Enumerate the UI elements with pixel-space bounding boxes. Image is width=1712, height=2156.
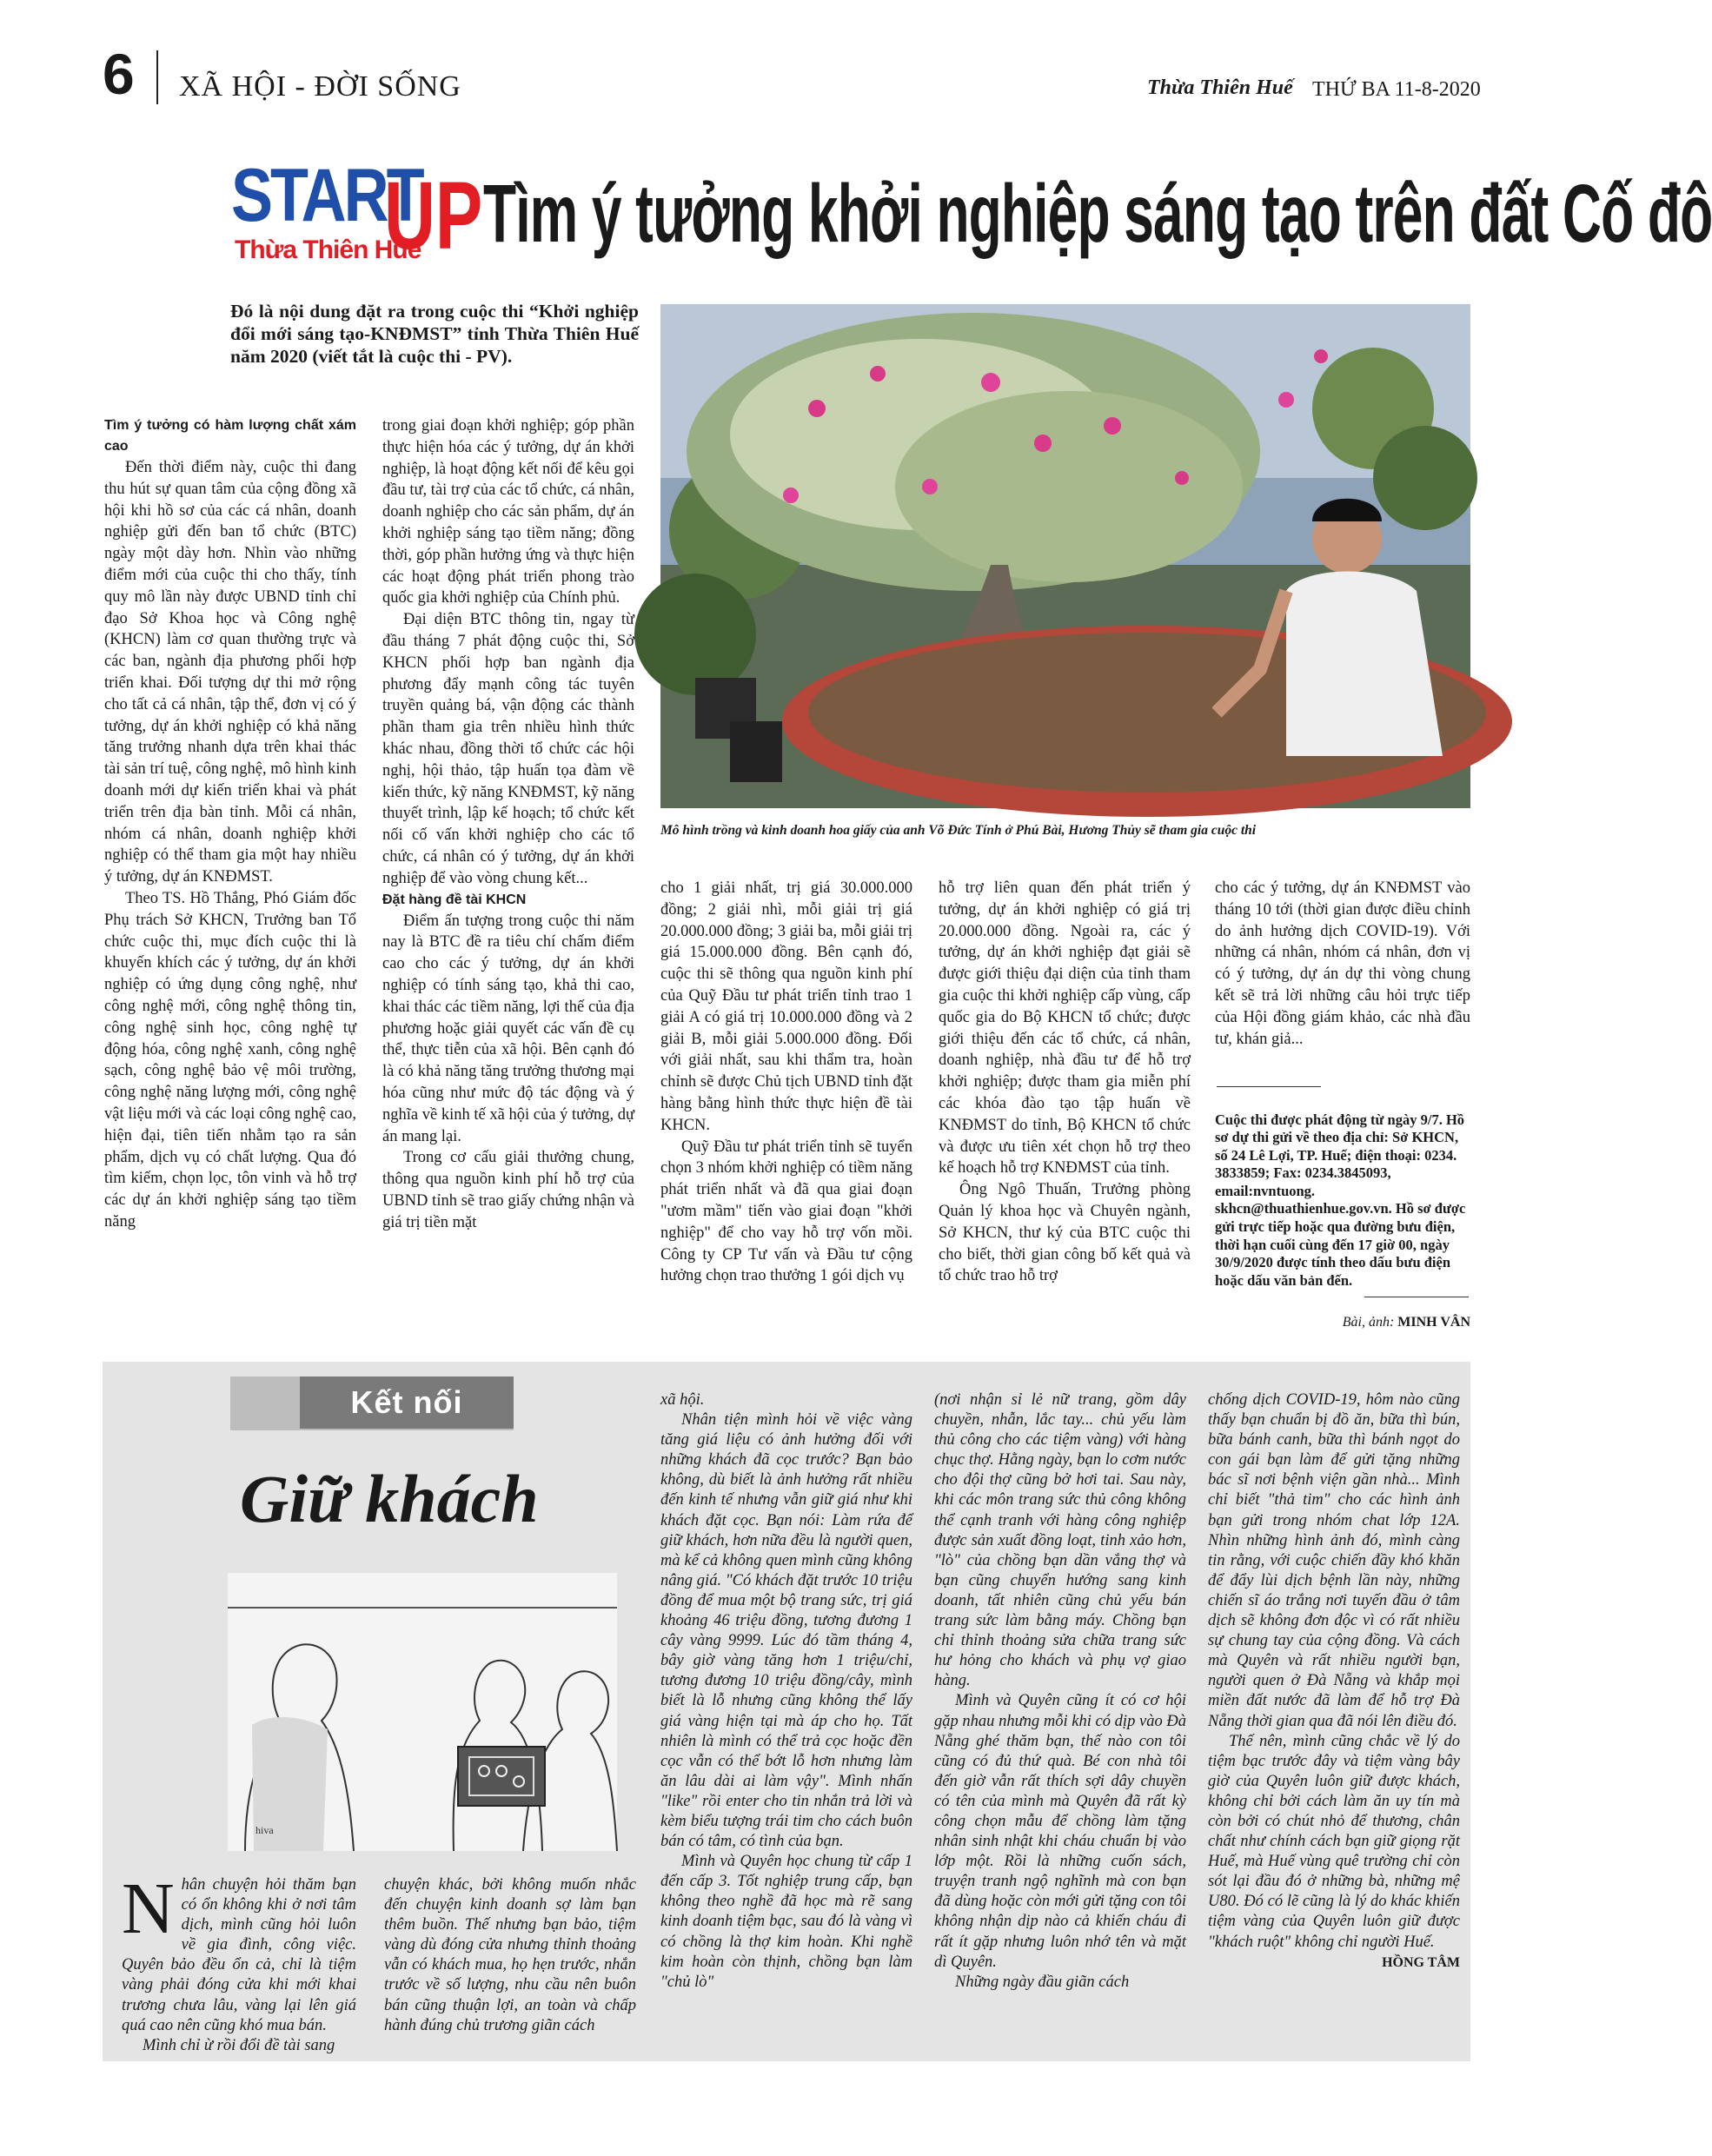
paragraph: Những ngày đầu giãn cách: [955, 1973, 1130, 1991]
essay-illustration: [228, 1573, 617, 1851]
essay-column-3: [660, 1390, 912, 1993]
paragraph: Đến thời điểm này, cuộc thi đang thu hút sự quan tâm của cộng đồng xã hội khi hồ sơ của các cá nhân, doanh nghiệp gửi đến ban tổ chức (BTC) ngày một dày hơn. Nhìn vào những điểm mới của cuộc thi cho thấy, tính quy mô lần này được UBND tỉnh chỉ đạo Sở Khoa học và Công nghệ (KHCN) làm cơ quan thường trực và các ban, ngành địa phương phối hợp triển khai. Đối tượng dự thi mở rộng cho tất cả cá nhân, tập thể, đơn vị có ý tưởng, dự án khởi nghiệp có khả năng tăng trưởng nhanh dựa trên khai thác tài sản trí tuệ, công nghệ, mô hình kinh doanh mới dự kiến triển khai và phát triển trên địa bàn tỉnh. Mỗi cá nhân, nhóm cá nhân, doanh nghiệp khởi nghiệp có thể tham gia một hay nhiều ý tưởng, dự án KNĐMST.: [104, 459, 356, 886]
paragraph: Quỹ Đầu tư phát triển tỉnh sẽ tuyển chọn 3 nhóm khởi nghiệp có tiềm năng phát triển nhất và đã qua giai đoạn "ươm mầm" tiến vào giai đoạn "khởi nghiệp" để cho vay hỗ trợ vốn mồi. Công ty CP Tư vấn và Đầu tư cộng hưởng chọn trao thưởng 1 gói dịch vụ: [660, 1138, 912, 1285]
essay-column-4: [934, 1390, 1186, 1993]
article-column-2: [382, 415, 634, 1233]
paragraph: Mình chỉ ừ rồi đổi đề tài sang: [143, 2036, 335, 2054]
paragraph: trong giai đoạn khởi nghiệp; góp phần thực hiện hóa các ý tưởng, dự án khởi nghiệp, là hoạt động kết nối để kêu gọi đầu tư, tài trợ của các tổ chức, cá nhân, doanh nghiệp cho các sản phẩm, dự án khởi nghiệp sáng tạo tiềm năng; đồng thời, góp phần hưởng ứng và thực hiện các hoạt động phát triển phong trào quốc gia khởi nghiệp của Chính phủ.: [382, 417, 634, 607]
ket-noi-tag: [230, 1377, 514, 1437]
photo-caption: Mô hình trồng và kinh doanh hoa giấy của anh Võ Đức Tính ở Phú Bài, Hương Thủy sẽ tham gia cuộc thi: [660, 823, 1257, 838]
paragraph: chuyện khác, bởi không muốn nhắc đến chuyện kinh doanh sợ làm bạn thêm buồn. Thế nhưng bạn bảo, tiệm vàng dù đóng cửa nhưng thỉnh thoảng vẫn có khách mua, họ hẹn trước, nhắn trước về số lượng, nhu cầu nên buôn bán cũng thuận lợi, an toàn và chấp hành đúng chủ trương giãn cách: [384, 1876, 636, 2034]
opening-text: hân chuyện hỏi thăm bạn có ổn không khi ở nơi tâm dịch, mình cũng hỏi luôn về gia đình, công việc. Quyên bảo đều ổn cả, chỉ là tiệm vàng phải đóng cửa khi mới khai trương chưa lâu, vàng lại lên giá quá cao nên cũng khó mua bán.: [122, 1876, 356, 2034]
byline-author: MINH VÂN: [1397, 1315, 1470, 1330]
byline-prefix: Bài, ảnh:: [1342, 1315, 1398, 1330]
article-byline: [1215, 1314, 1470, 1331]
paragraph: cho các ý tưởng, dự án KNĐMST vào tháng 10 tới (thời gian được điều chỉnh do ảnh hưởng dịch COVID-19). Với những cá nhân, nhóm cá nhân, đơn vị có ý tưởng, dự án dự thi vòng chung kết sẽ trả lời những câu hỏi trực tiếp của Hội đồng giám khảo, các nhà đầu tư, khán giả...: [1215, 879, 1470, 1048]
paragraph: Đại diện BTC thông tin, ngay từ đầu tháng 7 phát động cuộc thi, Sở KHCN phối hợp ban ngành địa phương đẩy mạnh công tác tuyên truyền quảng bá, vận động các thành phần tham gia trên nhiều hình thức khác nhau, đồng thời tổ chức các hội nghị, hội thảo, tập huấn tọa đàm về kiến thức, kỹ năng KNĐMST, kỹ năng thuyết trình, lập kế hoạch; tổ chức kết nối cố vấn khởi nghiệp cho các tổ chức, cá nhân có ý tưởng, dự án khởi nghiệp để vào vòng chung kết...: [382, 611, 634, 887]
logo-start-text: START: [231, 154, 422, 238]
header-divider: [156, 50, 158, 104]
paragraph: Điểm ấn tượng trong cuộc thi năm nay là BTC đề ra tiêu chí chấm điểm cao cho các ý tưởng, dự án khởi nghiệp có tính sáng tạo, khả thi cao, khai thác các tiềm năng, lợi thế của địa phương hoặc giải quyết các vấn đề cụ thể, thực tiễn của xã hội. Bên cạnh đó là có khả năng tăng trưởng thương mại hóa cũng như mức độ tác động và ý nghĩa về kinh tế xã hội của ý tưởng, dự án mang lại.: [382, 912, 634, 1145]
paragraph: xã hội.: [660, 1391, 705, 1409]
paragraph: Theo TS. Hồ Thắng, Phó Giám đốc Phụ trách Sở KHCN, Trưởng ban Tổ chức cuộc thi, mục đích cuộc thi là khuyến khích các ý tưởng, dự án khởi nghiệp có ứng dụng công nghệ, như công nghệ mới, công nghệ thông tin, công nghệ sinh học, công nghệ tự động hóa, công nghệ xanh, công nghệ sạch, công nghệ bảo vệ môi trường, công nghệ năng lượng mới, công nghệ vật liệu mới và các loại công nghệ cao, hiện đại, tiên tiến nhằm tạo ra sản phẩm, dịch vụ có chất lượng. Qua đó tìm kiếm, chọn lọc, tôn vinh và hỗ trợ các dự án khởi nghiệp sáng tạo tiềm năng: [104, 889, 356, 1231]
paragraph: (nơi nhận sỉ lẻ nữ trang, gồm dây chuyền, nhẫn, lắc tay... chủ yếu làm thủ công cho các tiệm vàng) với hàng chục thợ. Hằng ngày, bạn lo cơm nước cho đội thợ cũng bở hơi tai. Sau này, khi các môn trang sức thủ công không thể cạnh tranh với hàng công nghiệp được sản xuất đồng loạt, tinh xảo hơn, "lò" của chồng bạn dần vắng thợ và bạn cũng chuyển hướng sang kinh doanh, tất nhiên cũng chủ yếu bán trang sức làm bằng máy. Chồng bạn chỉ thỉnh thoảng sửa chữa trang sức hư hỏng cho khách và phụ vợ giao hàng.: [934, 1391, 1186, 1690]
article-lede: Đó là nội dung đặt ra trong cuộc thi “Khởi nghiệp đổi mới sáng tạo-KNĐMST” tỉnh Thừa Thiên Huế năm 2020 (viết tắt là cuộc thi - PV).: [230, 301, 639, 367]
contest-info: Cuộc thi được phát động từ ngày 9/7. Hồ sơ dự thi gửi về theo địa chỉ: Sở KHCN, số 24 Lê Lợi, TP. Huế; điện thoại: 0234. 3833859; Fax: 0234.3845093, email:nvntuong. skhcn@thuathienhue.gov.vn. Hồ sơ được gửi trực tiếp hoặc qua đường bưu điện, thời hạn cuối cùng đến 17 giờ 00, ngày 30/9/2020 được tính theo dấu bưu điện hoặc dấu văn bản đến.: [1215, 1111, 1466, 1289]
article-column-4: [939, 878, 1191, 1287]
paragraph: hỗ trợ liên quan đến phát triển ý tưởng, dự án khởi nghiệp có giá trị 20.000.000 đồng. Ngoài ra, các ý tưởng, dự án khởi nghiệp đạt giải sẽ được giới thiệu đại diện của tỉnh tham gia cuộc thi khởi nghiệp cấp vùng, cấp quốc gia do Bộ KHCN tổ chức; được giới thiệu đến các tổ chức, cá nhân, doanh nghiệp, nhà đầu tư để hỗ trợ khởi nghiệp; được tham gia miễn phí các khóa đào tạo tập huấn về KNĐMST do tỉnh, Bộ KHCN tổ chức và được ưu tiên xét chọn hỗ trợ theo kế hoạch hỗ trợ KNĐMST của tỉnh.: [939, 879, 1191, 1178]
paragraph: Trong cơ cấu giải thưởng chung, thông qua nguồn kinh phí hỗ trợ của UBND tỉnh sẽ trao giấy chứng nhận và giá trị tiền mặt: [382, 1149, 634, 1231]
paragraph: Mình và Quyên học chung từ cấp 1 đến cấp 3. Tốt nghiệp trung cấp, bạn không theo nghề đã học mà rẽ sang kinh doanh tiệm bạc, sau đó là vàng vì có chồng là thợ kim hoàn. Khi nghề kim hoàn còn thịnh, chồng bạn làm "chủ lò": [660, 1853, 912, 1991]
info-divider-top: [1217, 1086, 1321, 1087]
article-photo: [660, 304, 1470, 808]
bougainvillea-photo-illustration: [660, 304, 1470, 808]
section-title: XÃ HỘI - ĐỜI SỐNG: [179, 70, 461, 103]
illustration-signature: hiva: [255, 1824, 274, 1836]
essay-column-5: [1208, 1390, 1460, 1973]
essay-author: HỒNG TÂM: [1382, 1954, 1460, 1970]
subhead-1: Tìm ý tưởng có hàm lượng chất xám cao: [104, 418, 356, 454]
paragraph: Thế nên, mình cũng chắc về lý do tiệm bạc trước đây và tiệm vàng bây giờ của Quyên luôn giữ được khách, không chỉ bởi cách làm ăn uy tín mà còn bởi có chút nhỏ để thương, chân chất như chính cách bạn giữ giọng rặt Huế, mà Huế vùng quê trường chỉ còn sót lại đầu đó ở những bà, những mệ U80. Đó có lẽ cũng là lý do khác khiến tiệm vàng của Quyên luôn giữ được "khách ruột" không chỉ người Huế.: [1208, 1732, 1460, 1951]
startup-logo: [229, 154, 483, 271]
paragraph: chống dịch COVID-19, hôm nào cũng thấy bạn chuẩn bị đồ ăn, bữa thì bún, bữa bánh canh, bữa thì bánh ngọt do con gái bạn làm để gửi tặng những bác sĩ nơi bệnh viện gần nhà... Mình chỉ biết "thả tim" cho các hình ảnh bạn gửi trong nhóm chat lớp 12A. Nhìn những hình ảnh đó, mình càng tin rằng, với cuộc chiến đầy khó khăn để đẩy lùi dịch bệnh lần này, những chiến sĩ áo trắng nơi tuyến đầu ở tâm dịch sẽ không đơn độc vì có rất nhiều sự chung tay của cộng đồng. Và cách mà Quyên và rất nhiều người bạn, người quen ở Đà Nẵng và khắp mọi miền đất nước đã làm để hỗ trợ Đà Nẵng thời gian qua đã nói lên điều đó.: [1208, 1391, 1460, 1730]
logo-up-text: UP: [384, 163, 483, 270]
paragraph: Nhân tiện mình hỏi về việc vàng tăng giá liệu có ảnh hưởng đối với những khách đã cọc trước? Bạn bảo không, dù biết là ảnh hưởng rất nhiều đến kinh tế nhưng vẫn giữ giá như khi khách đặt cọc. Bạn nói: Làm rứa để giữ khách, hơn nữa đều là người quen, mà kể cả không quen mình cũng không nâng giá. "Có khách đặt trước 10 triệu đồng để mua một bộ trang sức, trị giá khoảng 46 triệu đồng, tương đương 1 cây vàng 9999. Lúc đó tầm tháng 4, bây giờ vàng tăng hơn 1 triệu/chỉ, tương đương 10 triệu đồng/cây, mình biết là lỗ nhưng cũng không thể lấy giá vàng hiện tại mà áp cho họ. Tất nhiên là mình có thể trả cọc hoặc đền cọc vẫn có thể bớt lỗ hơn nhưng làm ăn lâu dài ai làm vậy". Mình nhấn "like" rồi enter cho tin nhắn trả lời và kèm biểu tượng trái tim cho cách buôn bán có tâm, có tình của bạn.: [660, 1411, 912, 1851]
subhead-2: Đặt hàng đề tài KHCN: [382, 892, 527, 907]
article-column-1: [104, 415, 356, 1233]
issue-date: THỨ BA 11-8-2020: [1312, 78, 1481, 101]
ket-noi-title: Giữ khách: [240, 1461, 539, 1536]
logo-subtitle: Thừa Thiên Huế: [235, 236, 421, 264]
tag-label: Kết nối: [300, 1377, 514, 1429]
paragraph: Mình và Quyên cũng ít có cơ hội gặp nhau nhưng mỗi khi có dịp vào Đà Nẵng ghé thăm bạn, thế nào con tôi cũng có đủ thứ quà. Bé con nhà tôi đến giờ vẫn rất thích sợi dây chuyền có tên của mình mà Quyên đã rất kỳ công chọn mẫu để chồng làm tặng nhân sinh nhật khi cháu chuẩn bị vào lớp một. Rồi là những cuốn sách, truyện tranh ngộ nghĩnh mà con bạn đã dùng hoặc còn mới gửi tặng con tôi không nhận dịp nào cả khiến cháu đi rất ít gặp nhưng luôn nhớ tên và mặt dì Quyên.: [934, 1692, 1186, 1971]
paragraph: Ông Ngô Thuấn, Trưởng phòng Quản lý khoa học và Chuyên ngành, Sở KHCN, thư ký của BTC cuộc thi cho biết, thời gian công bố kết quả và tổ chức trao hỗ trợ: [939, 1181, 1191, 1285]
article-headline: Tìm ý tưởng khởi nghiệp sáng tạo trên đất Cố đô: [483, 167, 1712, 260]
essay-opening-paragraph: [122, 1868, 356, 2036]
info-box: [1215, 1097, 1470, 1304]
drop-cap: N: [122, 1868, 175, 1949]
newspaper-name: Thừa Thiên Huế: [1147, 76, 1293, 99]
essay-column-1: [122, 1868, 356, 2056]
essay-column-2: [384, 1875, 636, 2036]
paragraph: cho 1 giải nhất, trị giá 30.000.000 đồng; 2 giải nhì, mỗi giải trị giá 20.000.000 đồng; 3 giải ba, mỗi giải trị giá 15.000.000 đồng. Bên cạnh đó, cuộc thi sẽ thông qua nguồn kinh phí của Quỹ Đầu tư phát triển tỉnh trao 1 giải A có giá trị 10.000.000 đồng và 2 giải B, mỗi giải 5.000.000 đồng. Đối với giải nhất, sau khi thẩm tra, hoàn chỉnh sẽ được Chủ tịch UBND tỉnh đặt hàng bằng hình thức thực hiện đề tài KHCN.: [660, 879, 912, 1134]
shopkeeper-illustration: [228, 1573, 617, 1851]
article-column-3: [660, 878, 912, 1287]
article-column-5: [1215, 878, 1470, 1050]
page-number: 6: [103, 42, 135, 106]
